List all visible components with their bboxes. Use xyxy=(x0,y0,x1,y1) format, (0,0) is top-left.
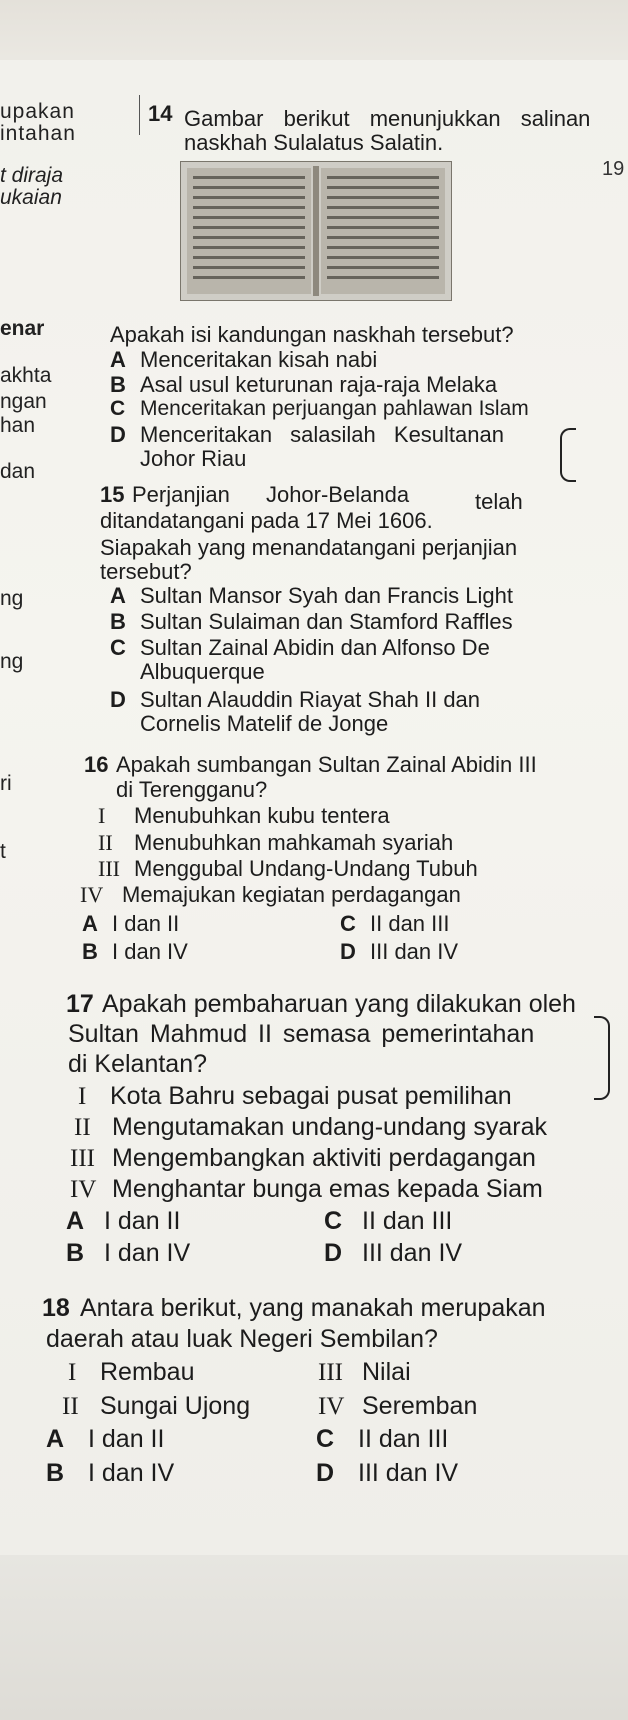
option-letter: C xyxy=(110,397,126,420)
q18-answer-d[interactable] xyxy=(316,1459,458,1488)
side-text-1: upakan xyxy=(0,100,75,123)
roman-numeral: III xyxy=(98,856,120,881)
option-text: Sultan Alauddin Riayat Shah II dan xyxy=(140,687,481,712)
q18-item-1 xyxy=(68,1358,195,1387)
option-text: Sultan Zainal Abidin dan Alfonso De xyxy=(140,635,490,660)
item-text: Menghantar bunga emas kepada Siam xyxy=(112,1175,543,1203)
answer-text: II dan III xyxy=(362,1207,453,1235)
answer-letter: C xyxy=(340,911,356,936)
answer-text: II dan III xyxy=(358,1425,449,1453)
bracket-mark-right xyxy=(594,1016,610,1100)
roman-numeral: IV xyxy=(70,1176,97,1203)
q16-answer-b[interactable] xyxy=(82,939,188,965)
answer-text: III dan IV xyxy=(362,1239,463,1267)
side-text-9: dan xyxy=(0,460,36,483)
answer-letter: D xyxy=(316,1459,335,1487)
q14-number: 14 xyxy=(148,101,173,126)
answer-text: I dan II xyxy=(88,1425,165,1453)
option-text: Menceritakan salasilah Kesultanan xyxy=(140,422,504,447)
side-text-10: ng xyxy=(0,587,24,610)
manuscript-right-page xyxy=(321,168,445,294)
roman-numeral: II xyxy=(74,1114,91,1141)
q17-number: 17 xyxy=(66,990,94,1018)
q18-number: 18 xyxy=(42,1294,70,1322)
item-text: Memajukan kegiatan perdagangan xyxy=(122,882,461,907)
q15-number: 15 xyxy=(100,482,125,507)
answer-text: II dan III xyxy=(370,911,450,936)
q17-item-4 xyxy=(70,1175,543,1204)
q15-line1-end: telah xyxy=(475,489,523,514)
q17-item-1 xyxy=(78,1082,512,1111)
answer-text: I dan II xyxy=(112,911,180,936)
q17-line1: Apakah pembaharuan yang dilakukan oleh xyxy=(102,990,576,1018)
option-text: Sultan Sulaiman dan Stamford Raffles xyxy=(140,609,513,634)
answer-letter: C xyxy=(316,1425,335,1453)
q16-line2: di Terengganu? xyxy=(116,777,268,802)
q17-answer-d[interactable] xyxy=(324,1239,462,1268)
item-text: Rembau xyxy=(100,1358,195,1386)
q17-line3: di Kelantan? xyxy=(68,1050,208,1078)
option-letter: B xyxy=(110,609,126,634)
q15-option-c-cont: Albuquerque xyxy=(140,659,265,684)
item-text: Seremban xyxy=(362,1392,478,1420)
q17-answer-a[interactable] xyxy=(66,1207,180,1236)
answer-letter: B xyxy=(46,1459,65,1487)
roman-numeral: I xyxy=(78,1083,87,1110)
q16-answer-c[interactable] xyxy=(340,911,450,937)
q15-line4: tersebut? xyxy=(100,559,192,584)
q14-option-c[interactable] xyxy=(110,397,529,421)
q15-line1: Perjanjian Johor-Belanda xyxy=(132,482,410,507)
answer-text: III dan IV xyxy=(358,1459,459,1487)
answer-text: I dan IV xyxy=(104,1239,191,1267)
option-text: Asal usul keturunan raja-raja Melaka xyxy=(140,372,498,397)
side-text-7: ngan xyxy=(0,390,47,413)
option-letter: C xyxy=(110,635,126,660)
manuscript-left-page xyxy=(187,168,311,294)
item-text: Mengembangkan aktiviti perdagangan xyxy=(112,1144,536,1172)
answer-text: I dan IV xyxy=(112,939,188,964)
item-text: Menggubal Undang-Undang Tubuh xyxy=(134,856,478,881)
roman-numeral: IV xyxy=(318,1393,345,1420)
item-text: Mengutamakan undang-undang syarak xyxy=(112,1113,548,1141)
item-text: Menubuhkan mahkamah syariah xyxy=(134,830,454,855)
item-text: Menubuhkan kubu tentera xyxy=(134,803,390,828)
q18-item-3 xyxy=(318,1358,411,1387)
roman-numeral: III xyxy=(318,1359,343,1386)
q16-item-1 xyxy=(98,803,390,829)
roman-numeral: I xyxy=(98,803,106,828)
side-text-12: ri xyxy=(0,772,12,795)
next-page-edge xyxy=(0,1555,628,1720)
side-text-6: akhta xyxy=(0,364,52,387)
answer-letter: D xyxy=(324,1239,343,1267)
q14-option-d-cont: Johor Riau xyxy=(140,446,247,471)
bracket-mark xyxy=(560,428,576,482)
q18-answer-c[interactable] xyxy=(316,1425,448,1454)
option-letter: A xyxy=(110,583,126,608)
answer-letter: D xyxy=(340,939,356,964)
roman-numeral: III xyxy=(70,1145,95,1172)
side-text-2: intahan xyxy=(0,122,76,145)
margin-divider xyxy=(139,95,140,135)
q14-option-a[interactable] xyxy=(110,347,377,373)
q18-line2: daerah atau luak Negeri Sembilan? xyxy=(46,1325,438,1353)
manuscript-spine xyxy=(313,166,319,296)
roman-numeral: I xyxy=(68,1359,77,1386)
q16-line1: Apakah sumbangan Sultan Zainal Abidin III xyxy=(116,752,537,777)
q14-option-d[interactable] xyxy=(110,422,504,448)
option-text: Menceritakan perjuangan pahlawan Islam xyxy=(140,397,529,420)
manuscript-image xyxy=(180,161,452,301)
page-number: 19 xyxy=(602,158,625,180)
answer-letter: B xyxy=(66,1239,85,1267)
q14-stem-line2: naskhah Sulalatus Salatin. xyxy=(184,130,444,155)
side-text-3: t diraja xyxy=(0,164,64,187)
q18-answer-a[interactable] xyxy=(46,1425,164,1454)
item-text: Nilai xyxy=(362,1358,411,1386)
q17-answer-c[interactable] xyxy=(324,1207,452,1236)
side-text-13: t xyxy=(0,840,6,863)
q14-stem-line1: Gambar berikut menunjukkan salinan xyxy=(184,106,591,131)
option-letter: B xyxy=(110,372,126,397)
side-text-5: enar xyxy=(0,317,45,340)
q17-line2: Sultan Mahmud II semasa pemerintahan xyxy=(68,1020,535,1048)
q15-line3: Siapakah yang menandatangani perjanjian xyxy=(100,535,518,560)
side-text-11: ng xyxy=(0,650,24,673)
q16-item-3 xyxy=(98,856,478,882)
answer-letter: C xyxy=(324,1207,343,1235)
roman-numeral: II xyxy=(98,830,113,855)
roman-numeral: IV xyxy=(80,882,104,907)
q14-option-b[interactable] xyxy=(110,372,497,398)
q16-item-4 xyxy=(80,882,461,908)
side-text-4: ukaian xyxy=(0,186,62,209)
bleed-through-text xyxy=(40,284,45,305)
option-letter: D xyxy=(110,422,126,447)
answer-text: III dan IV xyxy=(370,939,459,964)
q17-item-2 xyxy=(74,1113,547,1142)
option-letter: D xyxy=(110,687,126,712)
option-text: Sultan Mansor Syah dan Francis Light xyxy=(140,583,513,608)
q18-item-2 xyxy=(62,1392,250,1421)
answer-letter: A xyxy=(66,1207,85,1235)
item-text: Sungai Ujong xyxy=(100,1392,251,1420)
q18-item-4 xyxy=(318,1392,477,1421)
q15-option-b[interactable] xyxy=(110,609,513,635)
item-text: Kota Bahru sebagai pusat pemilihan xyxy=(110,1082,512,1110)
q16-answer-a[interactable] xyxy=(82,911,179,937)
answer-letter: A xyxy=(46,1425,65,1453)
q15-option-d[interactable] xyxy=(110,687,480,713)
q16-item-2 xyxy=(98,830,453,856)
option-text: Menceritakan kisah nabi xyxy=(140,347,378,372)
q15-option-c[interactable] xyxy=(110,635,490,661)
q16-number: 16 xyxy=(84,752,109,777)
answer-letter: B xyxy=(82,939,98,964)
side-text-8: han xyxy=(0,414,36,437)
q16-answer-d[interactable] xyxy=(340,939,458,965)
q15-line2: ditandatangani pada 17 Mei 1606. xyxy=(100,508,433,533)
q18-answer-b[interactable] xyxy=(46,1459,174,1488)
q14-question: Apakah isi kandungan naskhah tersebut? xyxy=(110,322,514,347)
q18-line1: Antara berikut, yang manakah merupakan xyxy=(80,1294,546,1322)
q17-item-3 xyxy=(70,1144,536,1173)
q15-option-d-cont: Cornelis Matelif de Jonge xyxy=(140,711,389,736)
roman-numeral: II xyxy=(62,1393,79,1420)
answer-text: I dan II xyxy=(104,1207,181,1235)
q15-option-a[interactable] xyxy=(110,583,513,609)
answer-letter: A xyxy=(82,911,98,936)
option-letter: A xyxy=(110,347,126,372)
q17-answer-b[interactable] xyxy=(66,1239,190,1268)
answer-text: I dan IV xyxy=(88,1459,175,1487)
